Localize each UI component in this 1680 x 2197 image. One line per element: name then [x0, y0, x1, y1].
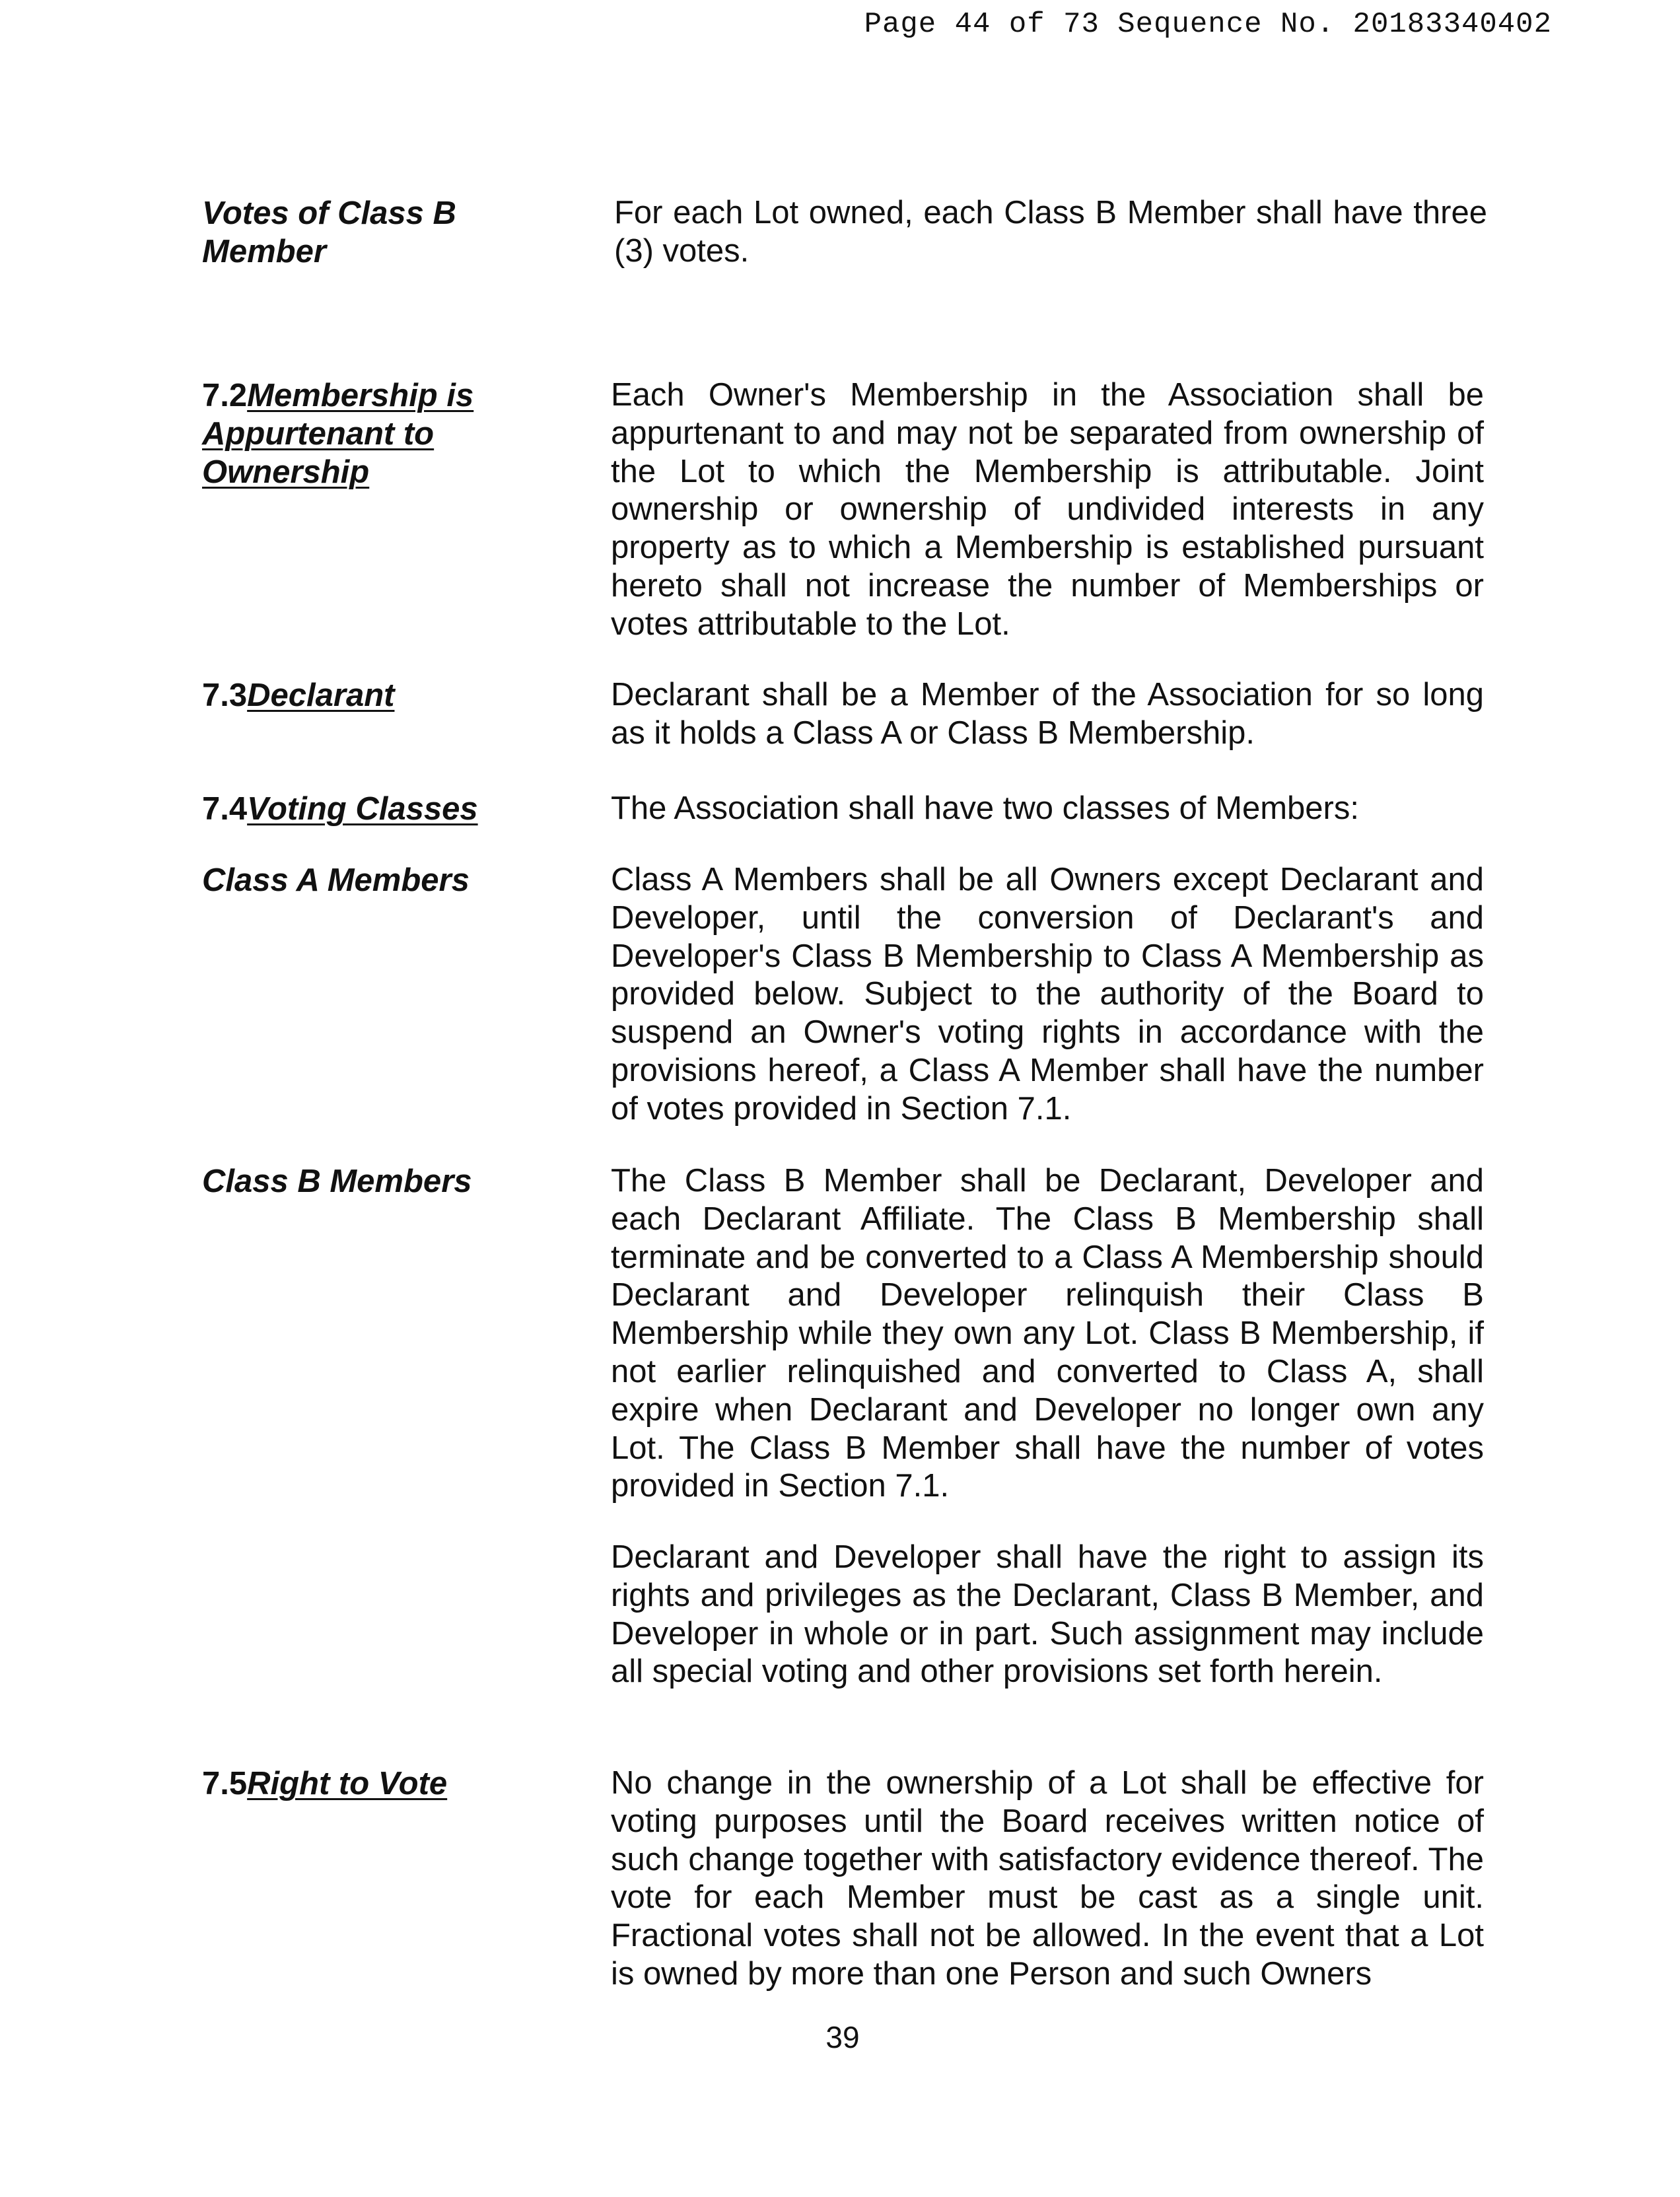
sequence-label: Sequence No.	[1117, 8, 1335, 41]
votes-class-b-text: For each Lot owned, each Class B Member shall have three (3) votes.	[614, 195, 1487, 269]
page-header	[864, 8, 1552, 41]
section-number: 7.4	[202, 791, 248, 827]
class-b-text: The Class B Member shall be Declarant, Developer and each Declarant Affiliate. The Class B Membership shall terminate and be converted to a Class A Membership should Declarant and Developer relinquish their Class B Membership while they own any Lot. Class B Membership, if not earlier relinquished and converted to Class A, shall expire when Declarant and Developer no longer own any Lot. The Class B Member shall have the number of votes provided in Section 7.1.	[611, 1163, 1484, 1504]
page-label: Page	[864, 8, 937, 41]
section-7-2-text: Each Owner's Membership in the Association shall be appurtenant to and may not be separated from ownership of the Lot to which the Membership is attributable. Joint ownership or ownership of undivided interests in any property as to which a Membership is established pursuant hereto shall not increase the number of Memberships or votes attributable to the Lot.	[611, 377, 1484, 642]
section-7-3-text: Declarant shall be a Member of the Association for so long as it holds a Class A or Class B Membership.	[611, 677, 1484, 751]
section-number: 7.5	[202, 1766, 248, 1801]
section-7-3-heading	[202, 676, 572, 715]
section-7-4-heading	[202, 790, 572, 828]
sequence-number: 20183340402	[1352, 8, 1552, 41]
section-7-2-heading	[202, 376, 572, 491]
section-7-5-heading	[202, 1764, 572, 1803]
class-a-heading: Class A Members	[202, 862, 470, 898]
section-title: Membership is Appurtenant to Ownership	[202, 378, 474, 490]
page-total: 73	[1063, 8, 1100, 41]
page-footer	[0, 2019, 1680, 2055]
page-of: of	[1008, 8, 1045, 41]
section-number: 7.2	[202, 378, 248, 413]
page-current: 44	[954, 8, 991, 41]
section-7-4-text: The Association shall have two classes of Members:	[611, 790, 1359, 826]
votes-class-b-heading: Votes of Class B Member	[202, 195, 456, 269]
page-number: 39	[825, 2020, 860, 2054]
class-a-text: Class A Members shall be all Owners except Declarant and Developer, until the conversion of Declarant's and Developer's Class B Membership to Class A Membership as provided below. Subject to the authority of the Board to suspend an Owner's voting rights in accordance with the provisions hereof, a Class A Member shall have the number of votes provided in Section 7.1.	[611, 862, 1484, 1127]
section-title: Voting Classes	[247, 791, 478, 827]
section-title: Declarant	[247, 678, 395, 713]
section-7-5-text: No change in the ownership of a Lot shall be effective for voting purposes until the Board receives written notice of such change together with satisfactory evidence thereof. The vote for each Member must be cast as a single unit. Fractional votes shall not be allowed. In the event that a Lot is owned by more than one Person and such Owners	[611, 1765, 1484, 1992]
class-b-heading: Class B Members	[202, 1164, 472, 1199]
section-title: Right to Vote	[247, 1766, 448, 1801]
section-number: 7.3	[202, 678, 248, 713]
class-b-text-2: Declarant and Developer shall have the right to assign its rights and privileges as the Declarant, Class B Member, and Developer in whole or in part. Such assignment may include all special voting and other provisions set forth herein.	[611, 1539, 1484, 1690]
